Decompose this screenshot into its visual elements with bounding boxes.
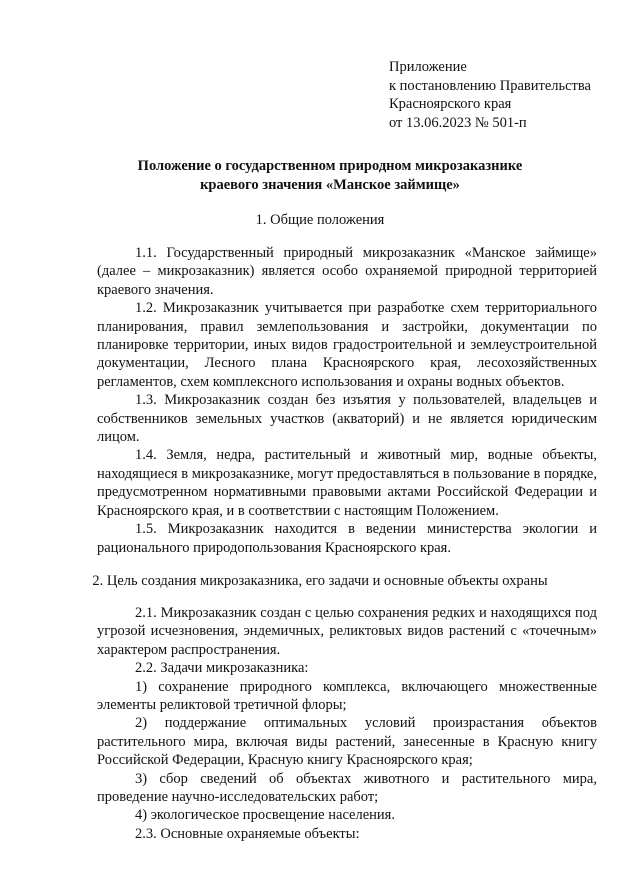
section-heading-2: 2. Цель создания микрозаказника, его задачи и основные объекты охраны xyxy=(92,573,548,589)
paragraph: 1.3. Микрозаказник создан без изъятия у пользователей, владельцев и собственников земельных участков (акваторий) и не является юридическим лицом. xyxy=(97,392,597,446)
document-title xyxy=(0,157,640,194)
title-line: Положение о государственном природном микрозаказнике xyxy=(137,158,523,174)
paragraph: 2.2. Задачи микрозаказника: xyxy=(135,660,309,677)
list-item: 3) сбор сведений об объектах животного и растительного мира, проведение научно-исследовательских работ; xyxy=(97,770,597,806)
appendix-line: от 13.06.2023 № 501-п xyxy=(389,114,527,131)
section-1-body xyxy=(97,244,597,557)
list-item: 1) сохранение природного комплекса, включающего множественные элементы реликтовой третичной флоры; xyxy=(97,678,597,714)
appendix-line: Красноярского края xyxy=(389,96,512,112)
paragraph: 2.3. Основные охраняемые объекты: xyxy=(135,825,360,842)
section-heading-1: 1. Общие положения xyxy=(255,212,385,228)
paragraph: 2.1. Микрозаказник создан с целью сохранения редких и находящихся под угрозой исчезновения, эндемичных, реликтовых видов растений с «точечным» характером распространения. xyxy=(97,605,597,658)
appendix-line: к постановлению Правительства xyxy=(389,77,591,94)
appendix-line: Приложение xyxy=(389,59,467,75)
paragraph: 1.2. Микрозаказник учитывается при разработке схем территориального планирования, правил землепользования и застройки, документации по планировке территории, иных видов градостроительной и землеустроительной документации, Лесного плана Красноярского края, лесохозяйственных регламентов, схем комплексного использования и охраны водных объектов. xyxy=(97,300,597,390)
paragraph: 1.5. Микрозаказник находится в ведении министерства экологии и рационального природопользования Красноярского края. xyxy=(97,521,597,556)
title-line: краевого значения «Манское займище» xyxy=(200,176,460,193)
list-item: 2) поддержание оптимальных условий произрастания объектов растительного мира, включая виды растений, занесенные в Красную книгу Российской Федерации, Красную книгу Красноярского края; xyxy=(97,715,597,769)
paragraph: 1.4. Земля, недра, растительный и животный мир, водные объекты, находящиеся в микрозаказнике, могут предоставляться в пользование в порядке, предусмотренном нормативными правовыми актами Российской Федерации и Красноярского края, и в соответствии с настоящим Положением. xyxy=(97,447,597,519)
section-2-body xyxy=(97,604,597,843)
list-item: 4) экологическое просвещение населения. xyxy=(135,807,395,824)
appendix-block xyxy=(389,58,591,132)
paragraph: 1.1. Государственный природный микрозаказник «Манское займище» (далее – микрозаказник) является особо охраняемой природной территорией краевого значения. xyxy=(97,245,597,298)
